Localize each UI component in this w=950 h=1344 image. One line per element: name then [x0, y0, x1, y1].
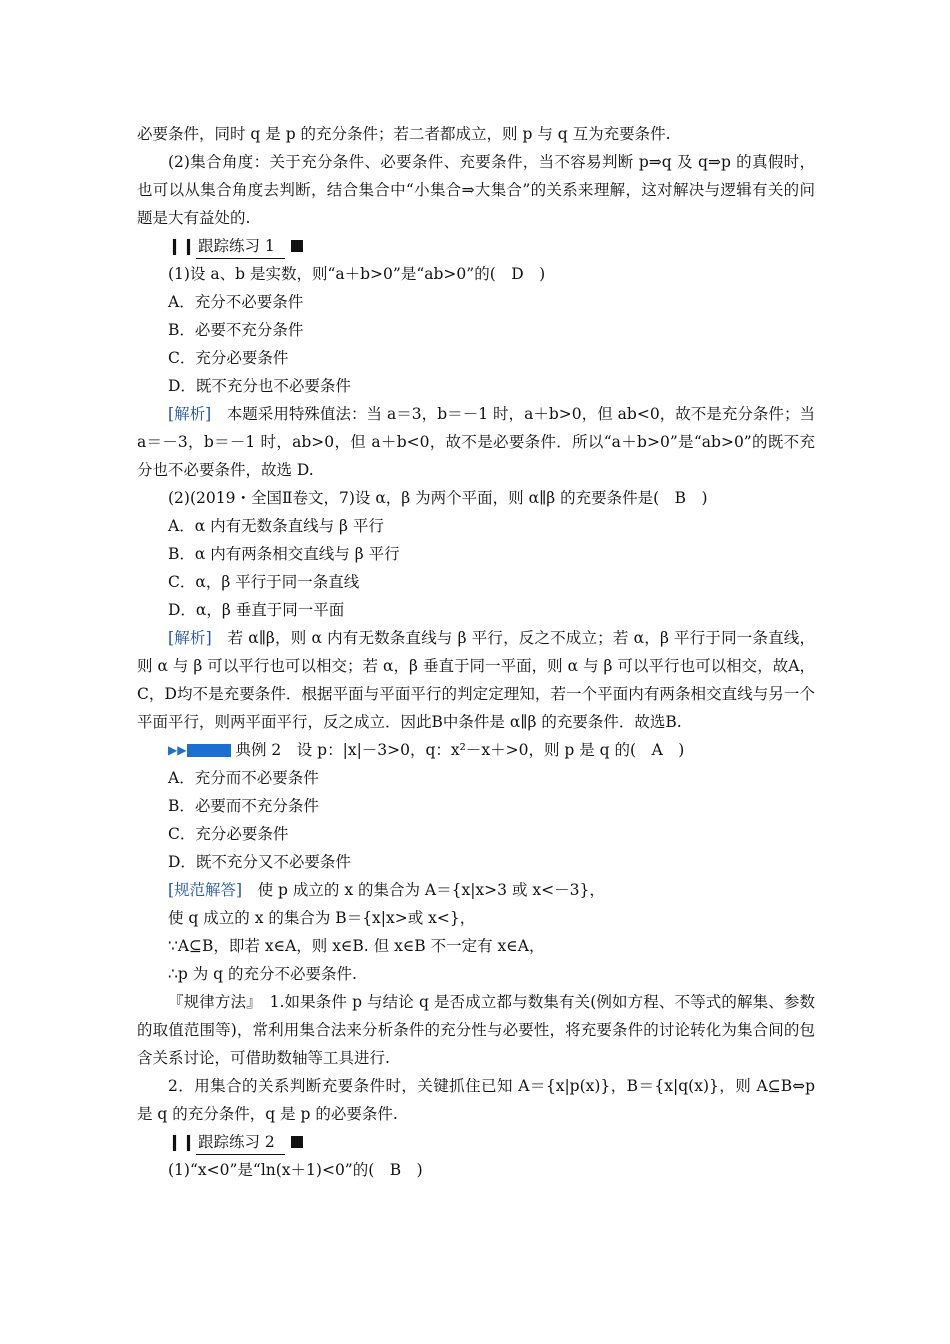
example2-question: 典例 2 设 p：|x|－3>0，q：x²－x＋>0，则 p 是 q 的( A ) — [235, 741, 685, 759]
ex2-option: B．必要而不充分条件 — [168, 797, 319, 815]
bars-icon: ❙❙ — [168, 1132, 196, 1151]
p1-question-1: (1)设 a、b 是实数，则“a＋b>0”是“ab>0”的( D ) — [168, 265, 546, 283]
method-paragraph-2: 2．用集合的关系判断充要条件时，关键抓住已知 A＝{x|p(x)}，B＝{x|q(x)}，则 A⊆B⇔p 是 q 的充分条件，q 是 p 的必要条件. — [137, 1077, 815, 1123]
double-arrow-icon: ▶▶ — [168, 743, 187, 757]
square-icon — [291, 1136, 303, 1148]
analysis-tag: [解析] — [168, 629, 212, 647]
practice1-title: 跟踪练习 1 — [196, 234, 285, 259]
intro-line: 必要条件，同时 q 是 p 的充分条件；若二者都成立，则 p 与 q 互为充要条件. — [137, 125, 671, 143]
ex2-option: D．既不充分又不必要条件 — [168, 853, 351, 871]
p1-q2-option: A．α 内有无数条直线与 β 平行 — [168, 517, 384, 535]
solution-tag: [规范解答] — [168, 881, 243, 899]
bars-icon: ❙❙ — [168, 236, 196, 255]
p1-answer-1-text: 本题采用特殊值法：当 a＝3，b＝－1 时，a＋b>0，但 ab<0，故不是充分条件；当 a＝－3，b＝－1 时，ab>0，但 a＋b<0，故不是必要条件．所以“a＋b>0”是“ab>0”的既不充分也不必要条件，故选 D. — [137, 405, 815, 479]
ex2-solution-4: ∴p 为 q 的充分不必要条件. — [168, 965, 357, 983]
set-angle-paragraph: (2)集合角度：关于充分条件、必要条件、充要条件，当不容易判断 p⇒q 及 q⇒p 的真假时，也可以从集合角度去判断，结合集合中“小集合⇒大集合”的关系来理解，这对解决与逻辑有关的问题是大有益处的. — [137, 153, 815, 227]
ex2-solution-1 — [137, 876, 815, 904]
p1-q1-option: A．充分不必要条件 — [168, 293, 304, 311]
p1-q1-option: C．充分必要条件 — [168, 349, 289, 367]
p1-q2-option: D．α，β 垂直于同一平面 — [168, 601, 345, 619]
practice2-header — [137, 1128, 815, 1156]
blue-banner-icon — [187, 744, 231, 757]
document-content — [137, 120, 815, 1184]
ex2-solution-2: 使 q 成立的 x 的集合为 B＝{x|x>或 x<}， — [168, 909, 476, 927]
method-paragraph-1: 『规律方法』 1.如果条件 p 与结论 q 是否成立都与数集有关(例如方程、不等式的解集、参数的取值范围等)，常利用集合法来分析条件的充分性与必要性，将充要条件的讨论转化为集合间的包含关系讨论，可借助数轴等工具进行. — [137, 993, 815, 1067]
ex2-option: C．充分必要条件 — [168, 825, 289, 843]
p1-answer-1 — [137, 400, 815, 484]
p1-answer-2-text: 若 α∥β，则 α 内有无数条直线与 β 平行，反之不成立；若 α，β 平行于同一条直线，则 α 与 β 可以平行也可以相交；若 α，β 垂直于同一平面，则 α 与 β 可以平行也可以相交，故A，C，D均不是充要条件．根据平面与平面平行的判定定理知，若一个平面内有两条相交直线与另一个平面平行，则两平面平行，反之成立．因此B中条件是 α∥β 的充要条件．故选B. — [137, 629, 815, 731]
ex2-solution-3: ∵A⊆B，即若 x∈A，则 x∈B. 但 x∈B 不一定有 x∈A， — [168, 937, 545, 955]
practice1-header — [137, 232, 815, 260]
p1-q2-option: C．α，β 平行于同一条直线 — [168, 573, 360, 591]
practice2-title: 跟踪练习 2 — [196, 1130, 285, 1155]
p1-question-2: (2)(2019・全国Ⅱ卷文，7)设 α，β 为两个平面，则 α∥β 的充要条件是( B ) — [168, 489, 708, 507]
p1-q2-option: B．α 内有两条相交直线与 β 平行 — [168, 545, 400, 563]
ex2-option: A．充分而不必要条件 — [168, 769, 319, 787]
square-icon — [291, 240, 303, 252]
example2-header — [137, 736, 815, 764]
ex2-solution-1-text: 使 p 成立的 x 的集合为 A＝{x|x>3 或 x<－3}， — [242, 881, 605, 899]
p1-q1-option: B．必要不充分条件 — [168, 321, 304, 339]
p2-question-1: (1)“x<0”是“ln(x＋1)<0”的( B ) — [168, 1161, 423, 1179]
analysis-tag: [解析] — [168, 405, 212, 423]
p1-answer-2 — [137, 624, 815, 736]
p1-q1-option: D．既不充分也不必要条件 — [168, 377, 351, 395]
